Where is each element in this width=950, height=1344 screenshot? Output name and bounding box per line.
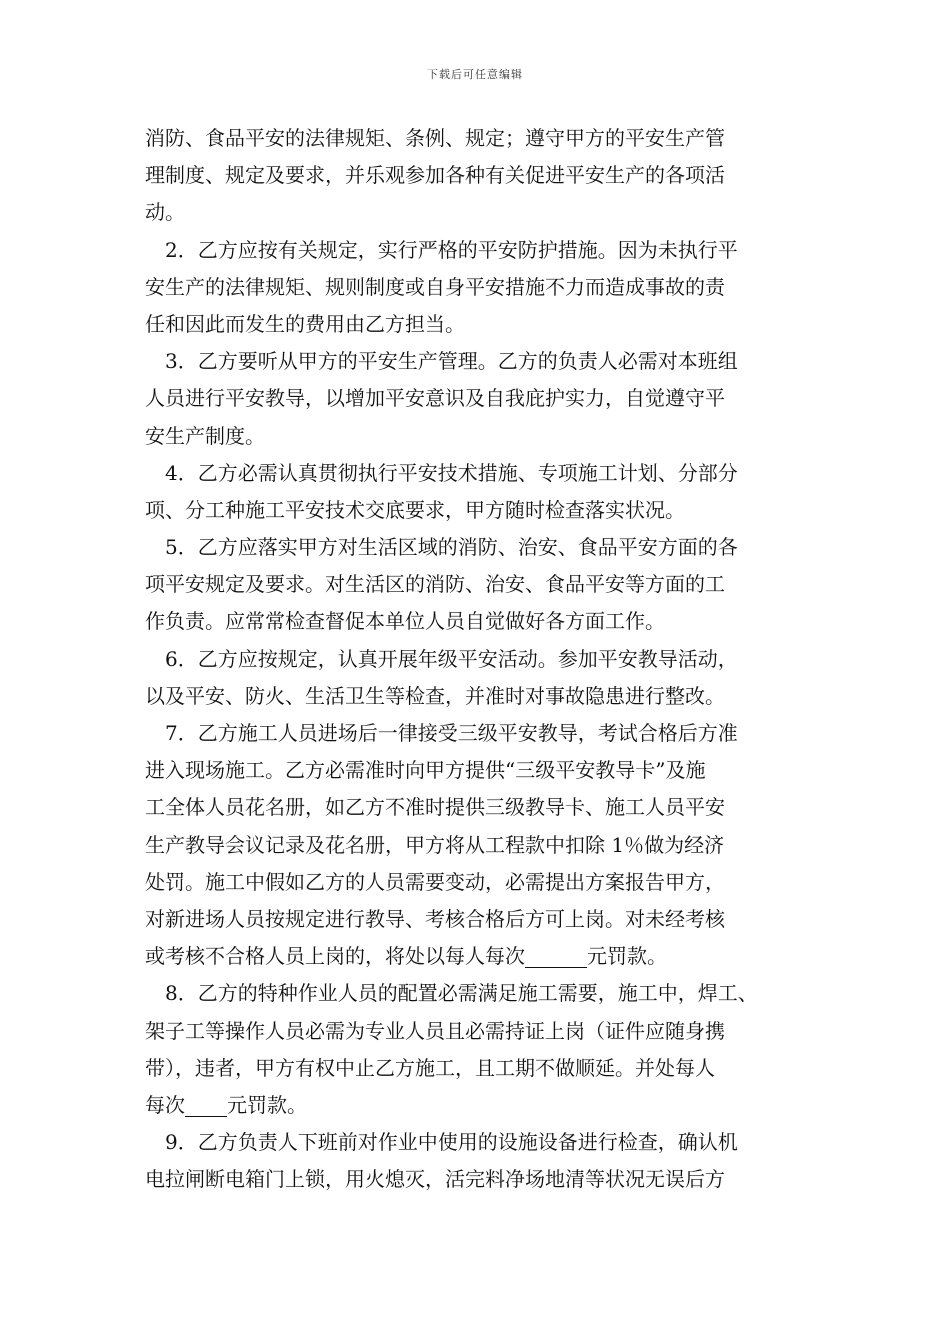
text-line [145,715,810,752]
text-line [145,306,810,343]
text-line-content: 生产教导会议记录及花名册，甲方将从工程款中扣除 1％做为经济 [145,832,725,857]
text-line [145,938,810,975]
text-line-content: 带），违者，甲方有权中止乙方施工，且工期不做顺延。并处每人 [145,1055,715,1080]
text-line-content: 项、分工种施工平安技术交底要求，甲方随时检查落实状况。 [145,497,685,522]
document-body [145,120,810,1198]
text-line [145,901,810,938]
text-line-content: 理制度、规定及要求，并乐观参加各种有关促进平安生产的各项活 [145,163,725,188]
text-line [145,529,810,566]
text-line [145,641,810,678]
text-line-content: 架子工等操作人员必需为专业人员且必需持证上岗（证件应随身携 [145,1018,725,1043]
text-line [145,380,810,417]
text-line [145,1161,810,1198]
text-line [145,232,810,269]
text-line [145,157,810,194]
text-line [145,1050,810,1087]
text-line-content: 9．乙方负责人下班前对作业中使用的设施设备进行检查，确认机 [165,1130,738,1155]
text-line-suffix: 元罚款。 [587,944,667,969]
text-line [145,1087,810,1124]
text-line [145,269,810,306]
text-line [145,194,810,231]
text-line-content: 或考核不合格人员上岗的，将处以每人每次 [145,944,525,969]
text-line-content: 以及平安、防火、生活卫生等检查，并准时对事故隐患进行整改。 [145,683,725,708]
text-line-content: 作负责。应常常检查督促本单位人员自觉做好各方面工作。 [145,609,665,634]
text-line [145,455,810,492]
text-line-content: 每次 [145,1092,185,1117]
text-line [145,1124,810,1161]
text-line-content: 7．乙方施工人员进场后一律接受三级平安教导，考试合格后方准 [165,721,738,745]
text-line [145,492,810,529]
text-line-content: 安生产制度。 [145,423,265,448]
text-line-content: 进入现场施工。乙方必需准时向甲方提供“三级平安教导卡”及施 [145,758,706,783]
text-line-content: 任和因此而发生的费用由乙方担当。 [145,311,465,336]
text-line-content: 工全体人员花名册，如乙方不准时提供三级教导卡、施工人员平安 [145,795,725,820]
text-line [145,678,810,715]
text-line [145,566,810,603]
text-line [145,752,810,789]
text-line-content: 动。 [145,200,185,225]
text-line-content: 4．乙方必需认真贯彻执行平安技术措施、专项施工计划、分部分 [165,460,738,485]
text-line [145,603,810,640]
text-line [145,789,810,826]
text-line-content: 处罚。施工中假如乙方的人员需要变动，必需提出方案报告甲方， [145,869,725,894]
fill-in-blank [525,945,587,968]
fill-in-blank [185,1094,227,1117]
text-line [145,864,810,901]
text-line-content: 项平安规定及要求。对生活区的消防、治安、食品平安等方面的工 [145,572,725,597]
text-line [145,1013,810,1050]
page-header: 下载后可任意编辑 [427,68,523,81]
text-line [145,827,810,864]
text-line-content: 2．乙方应按有关规定，实行严格的平安防护措施。因为未执行平 [165,237,738,262]
text-line [145,343,810,380]
text-line-content: 3．乙方要听从甲方的平安生产管理。乙方的负责人必需对本班组 [165,349,738,374]
text-line [145,120,810,157]
text-line-content: 5．乙方应落实甲方对生活区域的消防、治安、食品平安方面的各 [165,535,738,560]
text-line-content: 安生产的法律规矩、规则制度或自身平安措施不力而造成事故的责 [145,274,725,299]
text-line-content: 消防、食品平安的法律规矩、条例、规定；遵守甲方的平安生产管 [145,126,725,150]
text-line-content: 对新进场人员按规定进行教导、考核合格后方可上岗。对未经考核 [145,906,725,931]
text-line [145,975,810,1012]
text-line-content: 8．乙方的特种作业人员的配置必需满足施工需要，施工中，焊工、 [165,981,758,1006]
text-line-content: 人员进行平安教导，以增加平安意识及自我庇护实力，自觉遵守平 [145,386,725,411]
text-line-content: 6．乙方应按规定，认真开展年级平安活动。参加平安教导活动， [165,646,738,671]
text-line [145,418,810,455]
text-line-suffix: 元罚款。 [227,1092,307,1117]
text-line-content: 电拉闸断电箱门上锁，用火熄灭，活完料净场地清等状况无误后方 [145,1167,725,1192]
